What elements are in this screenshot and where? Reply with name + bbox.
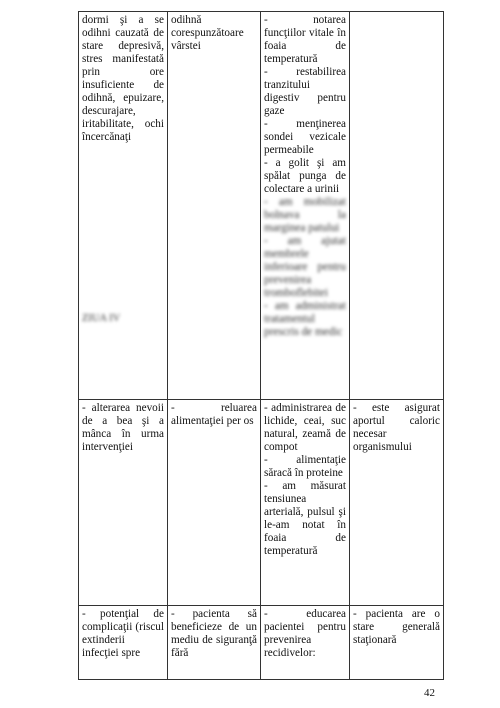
intervention-cell: [261, 400, 350, 606]
intervention-cell: [261, 12, 350, 400]
objective-cell: [168, 606, 261, 680]
intervention-line: - a golit şi am spălat punga de colectare a urinii: [264, 157, 346, 195]
problem-text: - potenţial de complicaţii (riscul extinderii infecţiei spre: [82, 608, 164, 659]
intervention-cell: [261, 606, 350, 680]
problem-text: - alterarea nevoii de a bea şi a mânca în urma intervenţiei: [82, 402, 164, 453]
table-row: [79, 606, 444, 680]
table-row: [79, 12, 444, 400]
evaluation-cell: [350, 12, 444, 400]
intervention-line: - restabilirea tranzitului digestiv pentru gaze: [264, 66, 346, 117]
problem-cell: [79, 400, 168, 606]
intervention-line-blurred: - am administrat tratamentul prescris de medic: [264, 300, 346, 338]
intervention-line: - menţinerea sondei vezicale permeabile: [264, 118, 346, 156]
care-plan-table: [78, 11, 444, 680]
problem-cell: [79, 12, 168, 400]
evaluation-cell: [350, 606, 444, 680]
intervention-line-blurred: - am ajutat membrele inferioare pentru prevenirea tromboflebitei: [264, 235, 346, 299]
table-row: [79, 400, 444, 606]
objective-cell: [168, 400, 261, 606]
objective-text: - reluarea alimentaţiei per os: [171, 402, 257, 427]
intervention-line: - notarea funcţiilor vitale în foaia de temperatură: [264, 14, 346, 65]
day-label: ZIUA IV: [82, 313, 121, 324]
objective-text: - pacienta să beneficieze de un mediu de siguranţă fără: [171, 608, 257, 659]
intervention-line-blurred: - am mobilizat bolnava la marginea patului: [264, 196, 346, 234]
objective-text: odihnă corespunzătoare vârstei: [171, 14, 244, 52]
evaluation-text: - pacienta are o stare generală staţionară: [353, 608, 440, 646]
evaluation-text: - este asigurat aportul caloric necesar organismului: [353, 402, 440, 453]
intervention-line: - am măsurat tensiunea arterială, pulsul şi le-am notat în foaia de temperatură: [264, 480, 346, 557]
objective-cell: [168, 12, 261, 400]
problem-text: dormi şi a se odihni cauzată de stare depresivă, stres manifestată prin ore insuficiente de odihnă, epuizare, descurajare, iritabilitate, ochi încercănaţi: [82, 14, 164, 143]
intervention-line: - alimentaţie săracă în proteine: [264, 454, 346, 479]
intervention-text: - educarea pacientei pentru prevenirea recidivelor:: [264, 608, 346, 659]
evaluation-cell: [350, 400, 444, 606]
page-number: 42: [424, 687, 435, 699]
intervention-line: - administrarea de lichide, ceai, suc natural, zeamă de compot: [264, 402, 346, 453]
problem-cell: [79, 606, 168, 680]
